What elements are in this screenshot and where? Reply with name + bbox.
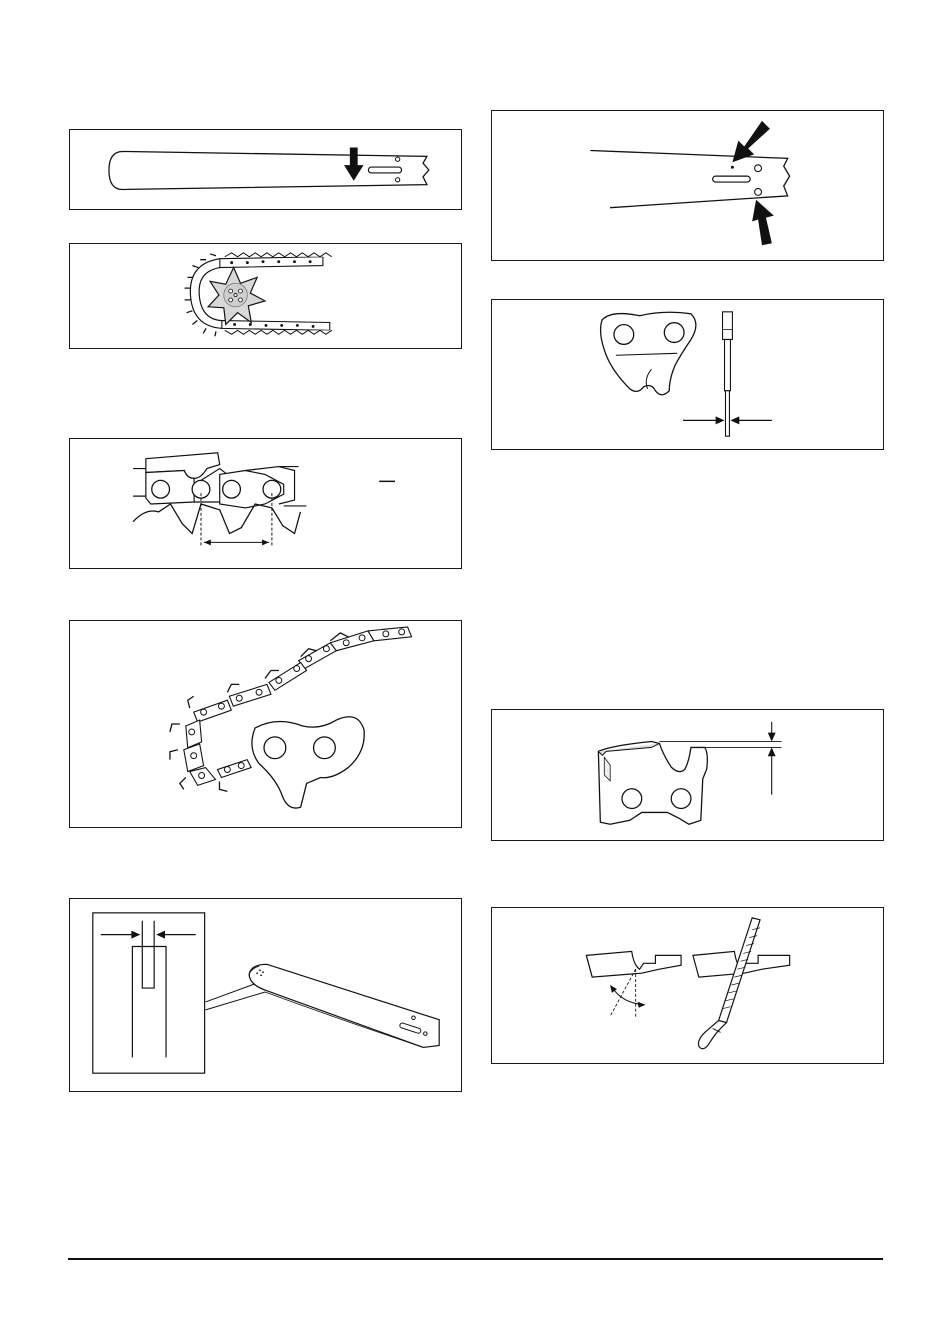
figure-guide-bar-marking: [69, 129, 462, 210]
figure-bar-tail-holes: [491, 110, 884, 261]
figure-chain-pitch: [69, 438, 462, 569]
figure-depth-gauge-setting: [491, 709, 884, 841]
sprocket-icon: [70, 244, 461, 348]
depth-gauge-icon: [492, 710, 883, 840]
figure-chain-and-drive-sprocket: [69, 243, 462, 349]
figure-bar-groove-width: [69, 898, 462, 1092]
figure-cutter-filing-angle: [491, 907, 884, 1064]
bar-tail-icon: [492, 111, 883, 260]
drive-link-gauge-icon: [492, 300, 883, 449]
guide-bar-icon: [70, 130, 461, 209]
chain-pitch-icon: [70, 439, 461, 568]
bar-groove-icon: [70, 899, 461, 1091]
figure-saw-chain-drive-link: [69, 620, 462, 828]
file-icon: [492, 908, 883, 1063]
figure-drive-link-gauge: [491, 299, 884, 450]
drive-link-icon: [70, 621, 461, 827]
footer-rule: [68, 1258, 883, 1260]
